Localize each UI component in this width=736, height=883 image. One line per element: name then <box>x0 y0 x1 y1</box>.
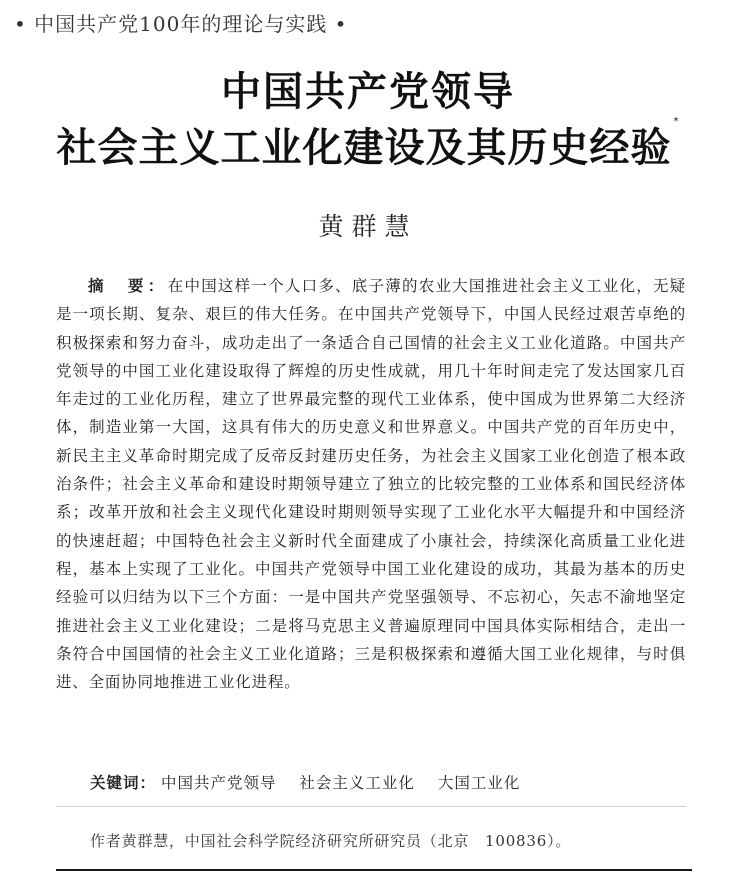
abstract-text: 在中国这样一个人口多、底子薄的农业大国推进社会主义工业化，无疑是一项长期、复杂、艰巨的伟大任务。在中国共产党领导下，中国人民经过艰苦卓绝的积极探索和努力奋斗，成功走出了一条适合自己国情的社会主义工业化道路。中国共产党领导的中国工业化建设取得了辉煌的历史性成就，用几十年时间走完了发达国家几百年走过的工业化历程，建立了世界最完整的现代工业体系，使中国成为世界第二大经济体，制造业第一大国，这具有伟大的历史意义和世界意义。中国共产党的百年历史中，新民主主义革命时期完成了反帝反封建历史任务，为社会主义国家工业化创造了根本政治条件；社会主义革命和建设时期领导建立了独立的比较完整的工业体系和国民经济体系；改革开放和社会主义现代化建设时期则领导实现了工业化水平大幅提升和中国经济的快速赶超；中国特色社会主义新时代全面建成了小康社会，持续深化高质量工业化进程，基本上实现了工业化。中国共产党领导中国工业化建设的成功，其最为基本的历史经验可以归结为以下三个方面：一是中国共产党坚强领导、不忘初心，矢志不渝地坚定推进社会主义工业化建设；二是将马克思主义普遍原理同中国具体实际相结合，走出一条符合中国国情的社会主义工业化道路；三是积极探索和遵循大国工业化规律，与时俱进、全面协同地推进工业化进程。 <box>56 277 686 692</box>
article-title-line-1: 中国共产党领导 <box>221 69 515 115</box>
abstract-label: 摘 要： <box>88 277 168 295</box>
abstract <box>56 272 686 696</box>
author-name: 黄群慧 <box>318 212 418 241</box>
article-title-line-2-text: 社会主义工业化建设及其历史经验 <box>56 125 672 171</box>
author-footnote: 作者黄群慧，中国社会科学院经济研究所研究员（北京 100836）。 <box>90 832 572 850</box>
column-tag: • 中国共产党100年的理论与实践 • <box>14 12 348 36</box>
keyword-item: 社会主义工业化 <box>299 774 415 792</box>
keywords <box>90 771 538 793</box>
keyword-item: 中国共产党领导 <box>160 774 277 792</box>
keywords-label: 关键词： <box>90 774 157 792</box>
title-footnote-mark: * <box>673 116 680 127</box>
page-bottom-rule <box>56 869 692 871</box>
article-title-line-2 <box>0 116 736 173</box>
keyword-item: 大国工业化 <box>437 774 521 792</box>
footnote-divider <box>56 806 686 807</box>
